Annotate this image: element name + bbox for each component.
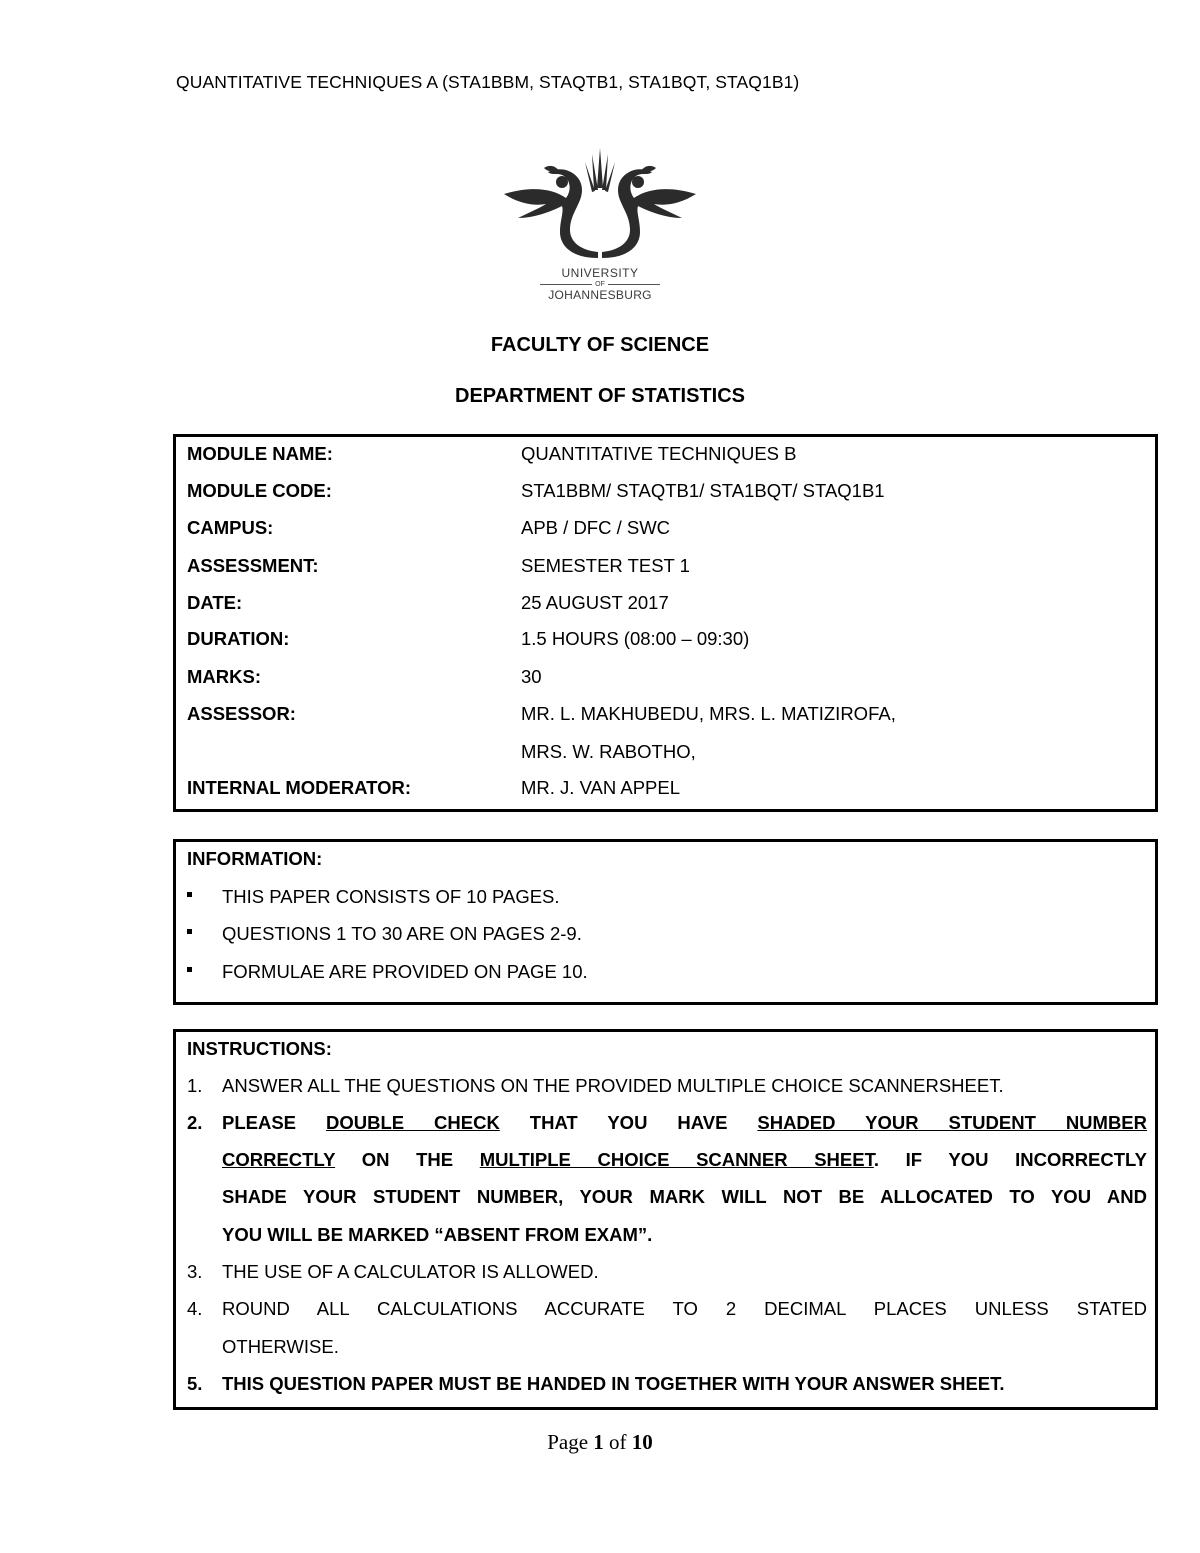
bullet-icon <box>187 929 192 934</box>
module-row <box>187 480 885 502</box>
running-header: QUANTITATIVE TECHNIQUES A (STA1BBM, STAQTB1, STA1BQT, STAQ1B1) <box>176 72 800 92</box>
module-row <box>187 628 750 650</box>
module-row-value: 25 AUGUST 2017 <box>521 592 669 613</box>
module-row-value: APB / DFC / SWC <box>521 517 671 538</box>
module-row-value: 1.5 HOURS (08:00 – 09:30) <box>521 628 750 649</box>
information-box: INFORMATION: THIS PAPER CONSISTS OF 10 PAGES. QUESTIONS 1 TO 30 ARE ON PAGES 2-9. FORMULAE ARE PROVIDED ON PAGE 10. <box>173 839 1158 1005</box>
module-row <box>187 517 671 539</box>
module-row-label: MODULE CODE: <box>187 480 332 501</box>
module-row <box>187 443 797 465</box>
module-row <box>187 666 542 688</box>
module-row-value: MR. J. VAN APPEL <box>521 777 681 798</box>
instruction-text: OTHERWISE. <box>222 1336 339 1357</box>
information-heading: INFORMATION: <box>187 848 323 869</box>
module-row-label: ASSESSMENT: <box>187 555 319 576</box>
module-row-value: QUANTITATIVE TECHNIQUES B <box>521 443 797 464</box>
department-title: DEPARTMENT OF STATISTICS <box>455 385 745 407</box>
module-row <box>187 592 669 614</box>
module-row-label: DURATION: <box>187 628 290 649</box>
instruction-text: SHADE YOUR STUDENT NUMBER, YOUR MARK WILL NOT BE ALLOCATED TO YOU AND <box>222 1186 1147 1207</box>
module-row-label: CAMPUS: <box>187 517 274 538</box>
faculty-title: FACULTY OF SCIENCE <box>490 334 710 356</box>
bullet-icon <box>187 892 192 897</box>
university-wordmark <box>500 267 700 301</box>
module-details-box <box>173 434 1158 812</box>
module-row-label: MARKS: <box>187 666 261 687</box>
instruction-text: ROUND ALL CALCULATIONS ACCURATE TO 2 DECIMAL PLACES UNLESS STATED <box>222 1298 1147 1319</box>
module-row-value: MRS. W. RABOTHO, <box>521 741 696 762</box>
page-number: Page 1 of 10 <box>547 1430 653 1454</box>
module-row <box>187 555 690 577</box>
wordmark-line-2: OF <box>595 281 605 288</box>
module-row <box>187 777 681 799</box>
module-row-label: DATE: <box>187 592 243 613</box>
module-row-value: 30 <box>521 666 542 687</box>
wordmark-line-1: UNIVERSITY <box>561 266 639 280</box>
module-row <box>187 703 896 725</box>
instructions-heading: INSTRUCTIONS: <box>187 1038 332 1059</box>
instructions-box: INSTRUCTIONS: 1. ANSWER ALL THE QUESTIONS ON THE PROVIDED MULTIPLE CHOICE SCANNERSHEET. 2. PLEASE DOUBLE CHECK THAT YOU HAVE SHADED YOUR STUDENT NUMBER CORRECTLY ON THE MULTIPLE CHOICE SCANNER SHEET. IF YOU INCORRECTLY SHADE YOUR STUDENT NUMBER, YOUR MARK WILL NOT BE ALLOCATED TO YOU AND YOU WILL BE MARKED “ABSENT FROM EXAM”. 3. THE USE OF A CALCULATOR IS ALLOWED. 4. ROUND ALL CALCULATIONS ACCURATE TO 2 DECIMAL PLACES UNLESS STATED OTHERWISE. 5. THIS QUESTION PAPER MUST BE HANDED IN TOGETHER WITH YOUR ANSWER SHEET. <box>173 1029 1158 1410</box>
module-row-label: MODULE NAME: <box>187 443 333 464</box>
wordmark-line-3: JOHANNESBURG <box>548 288 652 302</box>
instruction-text: YOU WILL BE MARKED “ABSENT FROM EXAM”. <box>222 1224 653 1245</box>
module-row-label: ASSESSOR: <box>187 703 296 724</box>
instruction-text: CORRECTLY ON THE MULTIPLE CHOICE SCANNER SHEET. IF YOU INCORRECTLY <box>222 1149 1148 1170</box>
module-row-value: MR. L. MAKHUBEDU, MRS. L. MATIZIROFA, <box>521 703 896 724</box>
instruction-text: PLEASE DOUBLE CHECK THAT YOU HAVE SHADED YOUR STUDENT NUMBER <box>222 1112 1148 1133</box>
module-row-value: SEMESTER TEST 1 <box>521 555 690 576</box>
module-row-value: STA1BBM/ STAQTB1/ STA1BQT/ STAQ1B1 <box>521 480 885 501</box>
module-row-label: INTERNAL MODERATOR: <box>187 777 412 798</box>
bullet-icon <box>187 967 192 972</box>
